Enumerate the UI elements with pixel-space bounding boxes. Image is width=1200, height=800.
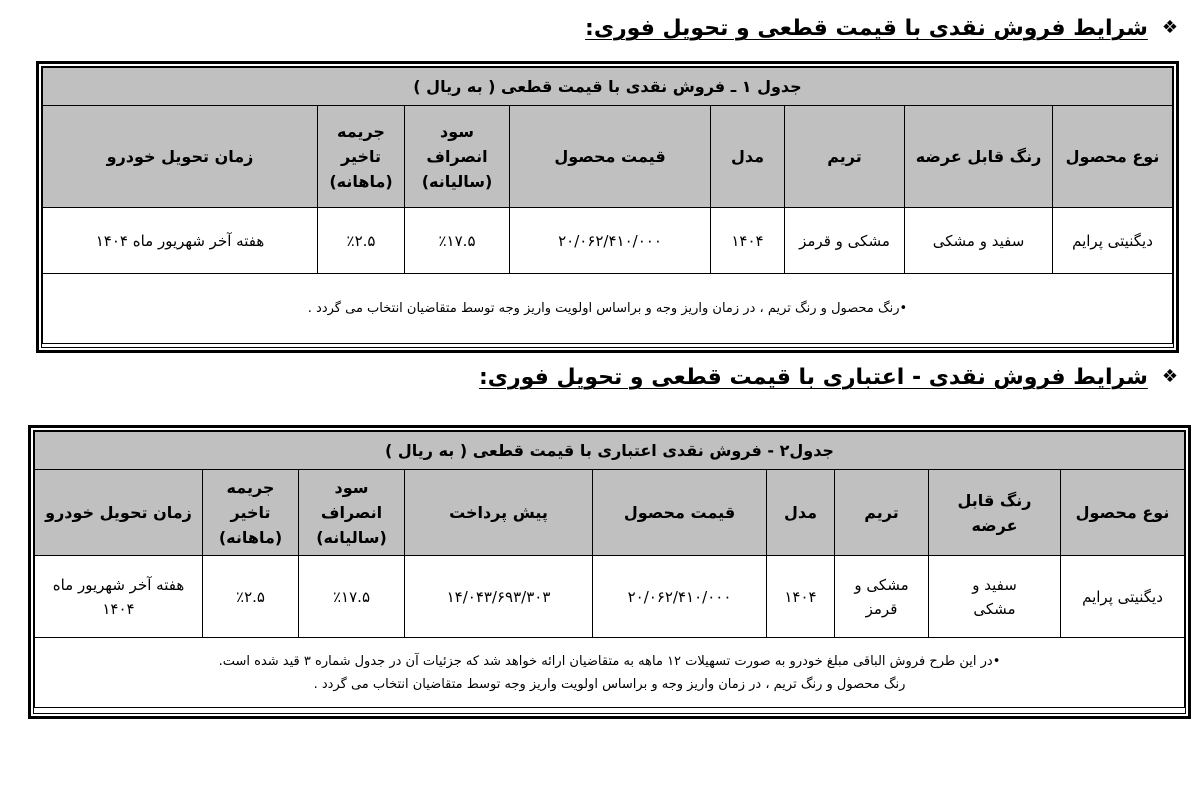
table2-note-2: رنگ محصول و رنگ تریم ، در زمان واریز وجه و براساس اولویت واریز وجه توسط متقاضیان انتخاب می گردد .: [313, 676, 906, 692]
cell-cancel-interest: ٪۱۷.۵: [299, 556, 405, 638]
table2-notes: [35, 638, 1185, 708]
cell-product-type: دیگنیتی پرایم: [1061, 556, 1185, 638]
cell-late-penalty: ٪۲.۵: [203, 556, 299, 638]
cell-color: سفید و مشکی: [905, 208, 1053, 274]
header-cancel-interest: سود انصراف (سالیانه): [299, 470, 405, 556]
cell-cancel-interest: ٪۱۷.۵: [405, 208, 510, 274]
table2: [34, 431, 1185, 708]
header-late-penalty: جریمه تاخیر (ماهانه): [203, 470, 299, 556]
table1-note: •رنگ محصول و رنگ تریم ، در زمان واریز وجه و براساس اولویت واریز وجه توسط متقاضیان انتخاب می گردد .: [43, 274, 1173, 344]
section1-heading: [585, 14, 1178, 43]
header-cancel-interest: سود انصراف (سالیانه): [405, 106, 510, 208]
table1-title: جدول ۱ ـ فروش نقدی با قیمت قطعی ( به ریال ): [43, 68, 1173, 106]
header-price: قیمت محصول: [510, 106, 711, 208]
table-row: [35, 556, 1185, 638]
cell-delivery-time: هفته آخر شهریور ماه ۱۴۰۴: [35, 556, 203, 638]
header-trim: تریم: [835, 470, 929, 556]
cell-product-type: دیگنیتی پرایم: [1053, 208, 1173, 274]
section2-heading: [479, 363, 1178, 392]
header-product-type: نوع محصول: [1053, 106, 1173, 208]
cell-price: ۲۰/۰۶۲/۴۱۰/۰۰۰: [510, 208, 711, 274]
header-product-type: نوع محصول: [1061, 470, 1185, 556]
table2-frame: [28, 425, 1191, 719]
section2-heading-text: شرایط فروش نقدی - اعتباری با قیمت قطعی و تحویل فوری:: [478, 365, 1148, 390]
section1-heading-text: شرایط فروش نقدی با قیمت قطعی و تحویل فوری:: [585, 16, 1148, 41]
header-trim: تریم: [785, 106, 905, 208]
header-color: رنگ قابل عرضه: [905, 106, 1053, 208]
header-delivery-time: زمان تحویل خودرو: [35, 470, 203, 556]
diamond-bullet-icon: ❖: [1161, 366, 1178, 387]
table1: [42, 67, 1173, 344]
header-delivery-time: زمان تحویل خودرو: [43, 106, 318, 208]
cell-trim: مشکی و قرمز: [785, 208, 905, 274]
cell-model: ۱۴۰۴: [711, 208, 785, 274]
cell-model: ۱۴۰۴: [767, 556, 835, 638]
header-color: رنگ قابل عرضه: [929, 470, 1061, 556]
header-prepayment: پیش پرداخت: [405, 470, 593, 556]
cell-color: سفید و مشکی: [929, 556, 1061, 638]
cell-price: ۲۰/۰۶۲/۴۱۰/۰۰۰: [593, 556, 767, 638]
table2-title: جدول۲ - فروش نقدی اعتباری با قیمت قطعی ( به ریال ): [35, 432, 1185, 470]
header-late-penalty: جریمه تاخیر (ماهانه): [318, 106, 405, 208]
header-price: قیمت محصول: [593, 470, 767, 556]
diamond-bullet-icon: ❖: [1161, 17, 1178, 38]
cell-trim: مشکی و قرمز: [835, 556, 929, 638]
cell-delivery-time: هفته آخر شهریور ماه ۱۴۰۴: [43, 208, 318, 274]
cell-late-penalty: ٪۲.۵: [318, 208, 405, 274]
table1-frame: [36, 61, 1179, 353]
cell-prepayment: ۱۴/۰۴۳/۶۹۳/۳۰۳: [405, 556, 593, 638]
table-row: [43, 208, 1173, 274]
header-model: مدل: [711, 106, 785, 208]
header-model: مدل: [767, 470, 835, 556]
table2-note-1: •در این طرح فروش الباقی مبلغ خودرو به صورت تسهیلات ۱۲ ماهه به متقاضیان ارائه خواهد شد که جزئیات آن در جدول شماره ۳ قید شده است.: [218, 653, 1001, 669]
